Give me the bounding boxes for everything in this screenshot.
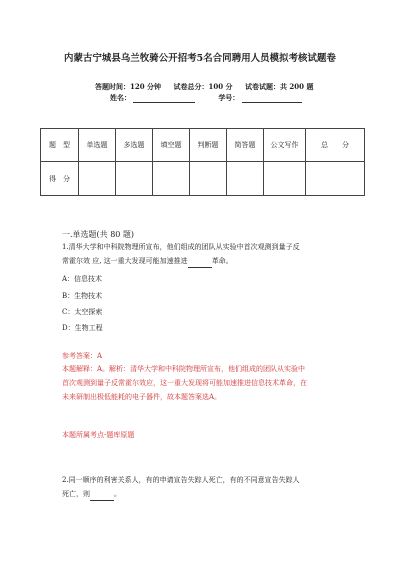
question-2 — [62, 473, 362, 501]
explanation-line: 首次观测到量子反常霍尔效应，这一重大发现将可能加速推进信息技术革命，在 — [62, 379, 307, 387]
score-cell[interactable] — [306, 162, 365, 196]
exam-title: 内蒙古宁城县乌兰牧骑公开招考5名合同聘用人员模拟考核试题卷 — [64, 53, 336, 64]
id-label: 学号： — [218, 93, 240, 102]
score-header-cell: 公文写作 — [264, 129, 306, 162]
score-header-cell: 单选题 — [79, 129, 116, 162]
score-header-cell: 题 型 — [41, 129, 79, 162]
question-2-text: 死亡，则 — [62, 490, 90, 498]
answer-blank — [90, 492, 114, 501]
score-header-cell: 简答题 — [227, 129, 264, 162]
reference-answer: 参考答案：A — [62, 352, 103, 360]
section-heading: 一.单选题(共 80 题) — [62, 230, 135, 239]
question-1-line: 1.清华大学和中科院物理所宣布，他们组成的团队从实验中首次观测到量子反 — [62, 243, 300, 251]
option-d[interactable]: D：生物工程 — [62, 324, 103, 332]
question-source: 本题所属考点-题库原题 — [62, 431, 135, 439]
answer-blank — [188, 259, 212, 268]
score-row-label: 得 分 — [41, 162, 79, 196]
question-2-line: 2.同一顺序的利害关系人，有的申请宣告失踪人死亡，有的不同意宣告失踪人 — [62, 476, 300, 484]
option-a[interactable]: A：信息技术 — [62, 275, 103, 283]
question-1-text: 常霍尔效 应, 这一重大发现可能加速推进 — [62, 257, 188, 265]
student-info-line — [110, 93, 302, 103]
score-header-cell: 多选题 — [116, 129, 153, 162]
score-cell[interactable] — [116, 162, 153, 196]
question-1-text: 革命。 — [211, 257, 233, 265]
score-header-cell: 总 分 — [306, 129, 365, 162]
option-b[interactable]: B：生物技术 — [62, 292, 103, 300]
score-cell[interactable] — [190, 162, 227, 196]
score-header-cell: 填空题 — [153, 129, 190, 162]
option-c[interactable]: C：太空探索 — [62, 308, 103, 316]
answer-time: 答题时间：120 分钟 — [95, 82, 162, 91]
question-1-line — [62, 254, 362, 268]
question-2-line — [62, 487, 362, 501]
question-2-text: 。 — [114, 490, 121, 498]
total-score: 试卷总分：100 分 — [173, 82, 233, 91]
score-cell[interactable] — [79, 162, 116, 196]
score-table-header-row — [41, 129, 365, 162]
score-cell[interactable] — [153, 162, 190, 196]
name-blank[interactable] — [133, 94, 195, 103]
question-1 — [62, 240, 362, 268]
id-blank[interactable] — [242, 94, 302, 103]
score-table — [40, 128, 365, 196]
question-count: 试卷试题：共 200 题 — [245, 82, 314, 91]
name-label: 姓名： — [110, 93, 131, 102]
score-cell[interactable] — [227, 162, 264, 196]
explanation-line: 未来研制出极低能耗的电子器件，故本题答案选A。 — [62, 393, 222, 401]
score-cell[interactable] — [264, 162, 306, 196]
score-table-score-row — [41, 162, 365, 196]
score-header-cell: 判断题 — [190, 129, 227, 162]
explanation-line: 本题解释：A。解析：清华大学和中科院物理所宣布，他们组成的团队从实验中 — [62, 365, 306, 373]
answer-explanation — [62, 362, 362, 404]
exam-meta-line — [95, 82, 324, 92]
